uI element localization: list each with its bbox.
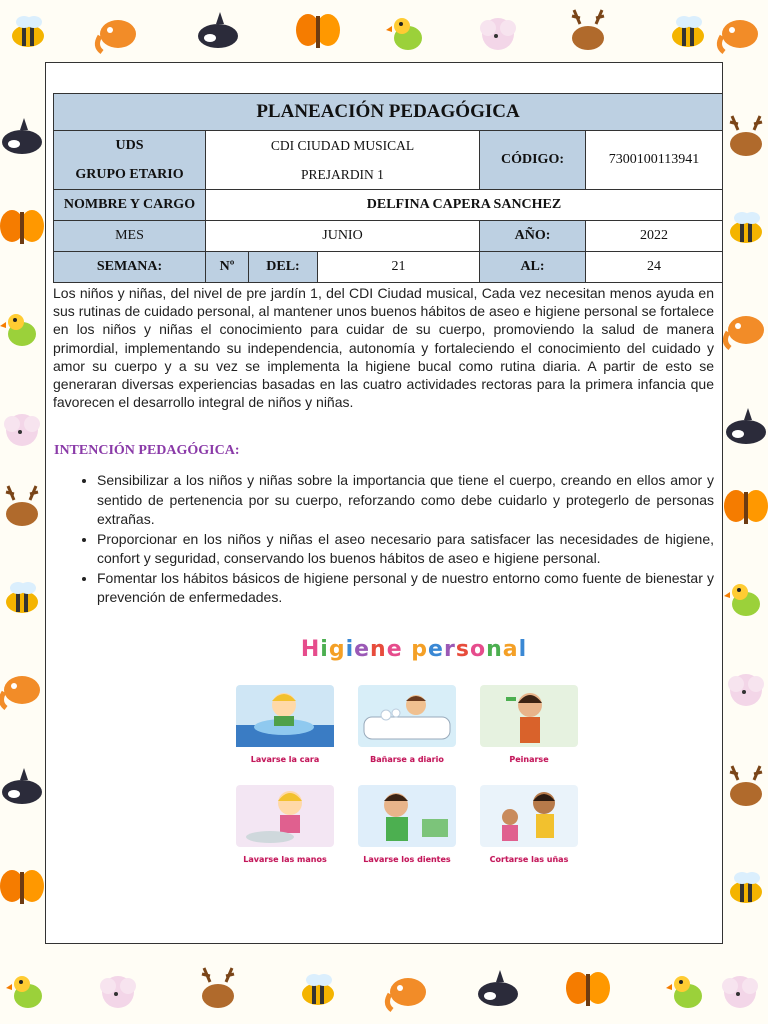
sheep-icon <box>470 4 526 60</box>
intention-item: • Proporcionar en los niños y niñas el aseo necesario para satisfacer las necesidades de higiene, confort y seguridad, conservando los buenos hábitos de aseo e higiene personal. <box>97 530 714 569</box>
nombre-label: NOMBRE Y CARGO <box>54 190 206 221</box>
scene-bath <box>356 683 458 771</box>
caption: Cortarse las uñas <box>489 855 569 864</box>
bee-icon <box>660 4 716 60</box>
uds-label: UDS <box>115 138 144 153</box>
scene-comb <box>478 683 580 771</box>
caption: Lavarse la cara <box>250 755 320 764</box>
grupo-label: GRUPO ETARIO <box>75 167 184 182</box>
caption: Lavarse las manos <box>243 855 327 864</box>
bee-icon <box>290 962 346 1018</box>
butterfly-icon <box>718 480 768 536</box>
orca-icon <box>0 760 50 816</box>
intention-item: • Fomentar los hábitos básicos de higiene personal y de nuestro entorno como fuente de bienestar y prevención de enfermedades. <box>97 569 714 608</box>
butterfly-icon <box>0 860 50 916</box>
intention-list <box>46 471 714 608</box>
intention-heading: INTENCIÓN PEDAGÓGICA: <box>54 443 240 458</box>
bee-icon <box>0 570 50 626</box>
intro-paragraph: Los niños y niñas, del nivel de pre jardín 1, del CDI Ciudad musical, Cada vez necesitan menos ayuda en sus rutinas de cuidado personal, al mantener unos buenos hábitos de aseo e higiene personal se fortalece en los niños y niñas el conocimiento para cuidar de su cuerpo, promoviendo la salud de manera primordial, implementando su independencia, autonomía y fortaleciendo el conocimiento del cuidado y amor su cuerpo y a su vez se implementa la higiene bucal como rutina diaria. A partir de esto se generaran diversas experiencias basadas en las cuatro actividades rectoras para la primera infancia que favorecen el desarrollo integral de niños y niñas. <box>53 285 714 411</box>
deer-icon <box>560 4 616 60</box>
bathtub-icon <box>356 683 458 749</box>
nail-clipper-icon <box>478 783 580 849</box>
orca-icon <box>190 4 246 60</box>
nombre-value: DELFINA CAPERA SANCHEZ <box>206 190 723 221</box>
sheep-icon <box>712 962 768 1018</box>
uds-value: CDI CIUDAD MUSICAL <box>270 138 415 153</box>
codigo-value: 7300100113941 <box>586 131 723 190</box>
anio-value: 2022 <box>586 221 723 252</box>
al-label: AL: <box>480 252 586 283</box>
butterfly-icon <box>560 962 616 1018</box>
bee-icon <box>718 860 768 916</box>
toothbrush-icon <box>356 783 458 849</box>
caption: Peinarse <box>509 755 549 764</box>
deer-icon <box>718 760 768 816</box>
elephant-icon <box>380 962 436 1018</box>
del-value: 21 <box>318 252 480 283</box>
butterfly-icon <box>0 200 50 256</box>
elephant-icon <box>0 660 50 716</box>
caption: Bañarse a diario <box>370 755 444 764</box>
sheep-icon <box>718 660 768 716</box>
parrot-icon <box>380 4 436 60</box>
deer-icon <box>0 480 50 536</box>
poster-title: Higiene personal <box>300 637 528 662</box>
wash-face-icon <box>234 683 336 749</box>
parrot-icon <box>0 300 50 356</box>
elephant-icon <box>90 4 146 60</box>
lesson-plan-page <box>45 62 723 944</box>
mes-value: JUNIO <box>206 221 480 252</box>
header-table <box>53 93 723 283</box>
page-title: PLANEACIÓN PEDAGÓGICA <box>54 94 723 131</box>
scene-wash-face <box>234 683 336 771</box>
deer-icon <box>190 962 246 1018</box>
sheep-icon <box>0 400 50 456</box>
hygiene-poster <box>216 631 596 903</box>
codigo-label: CÓDIGO: <box>480 131 586 190</box>
semana-label: SEMANA: <box>54 252 206 283</box>
uds-group-value <box>206 131 480 190</box>
grupo-value: PREJARDIN 1 <box>301 167 384 182</box>
orca-icon <box>470 962 526 1018</box>
uds-group-label <box>54 131 206 190</box>
parrot-icon <box>718 570 768 626</box>
elephant-icon <box>712 4 768 60</box>
orca-icon <box>718 400 768 456</box>
scene-wash-hands <box>234 783 336 871</box>
orca-icon <box>0 110 50 166</box>
deer-icon <box>718 110 768 166</box>
comb-hair-icon <box>478 683 580 749</box>
bee-icon <box>718 200 768 256</box>
elephant-icon <box>718 300 768 356</box>
del-label: DEL: <box>249 252 318 283</box>
numero-label: Nº <box>206 252 249 283</box>
caption: Lavarse los dientes <box>363 855 451 864</box>
anio-label: AÑO: <box>480 221 586 252</box>
wash-hands-icon <box>234 783 336 849</box>
butterfly-icon <box>290 4 346 60</box>
parrot-icon <box>660 962 716 1018</box>
scene-brush-teeth <box>356 783 458 871</box>
al-value: 24 <box>586 252 723 283</box>
sheep-icon <box>90 962 146 1018</box>
scene-cut-nails <box>478 783 580 871</box>
mes-label: MES <box>54 221 206 252</box>
intention-item: • Sensibilizar a los niños y niñas sobre la importancia que tiene el cuerpo, creando en ellos amor y sentido de pertenencia por su cuerpo, reforzando como debe cuidarlo y protegerlo de personas extrañas. <box>97 471 714 530</box>
parrot-icon <box>0 962 56 1018</box>
bee-icon <box>0 4 56 60</box>
